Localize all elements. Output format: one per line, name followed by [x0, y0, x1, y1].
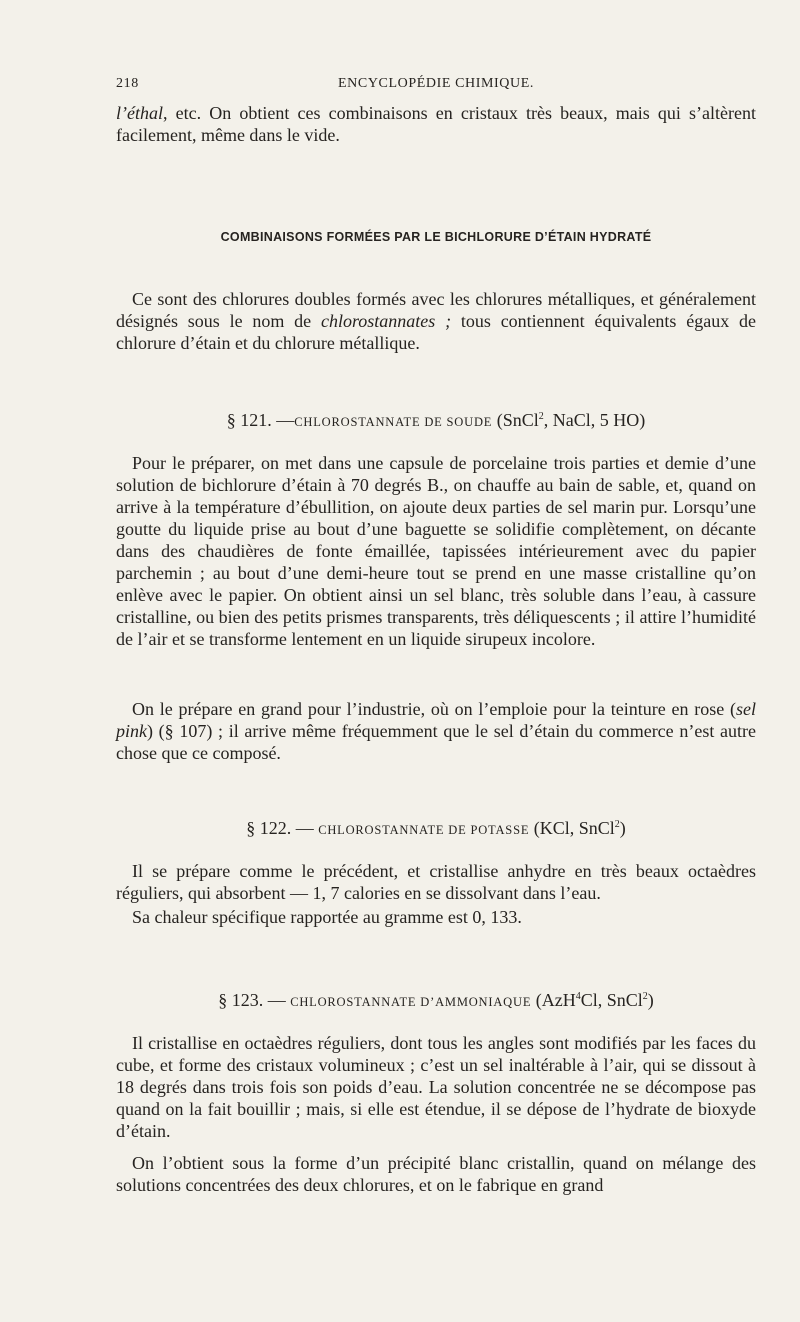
intro-paragraph: Ce sont des chlorures doubles formés avec les chlorures métalliques, et généralement désignés sous le nom de chlorostannates ; tous contiennent équivalents égaux de chlorure d’étain et du chlorure métallique.: [116, 289, 756, 353]
section-heading-121: § 121. —CHLOROSTANNATE DE SOUDE (SnCl$^2$, NaCl, 5 HO): [226, 410, 646, 430]
paragraph: Sa chaleur spécifique rapportée au gramme est 0, 133.: [132, 907, 522, 927]
continuation-paragraph: l’éthal, etc. On obtient ces combinaisons en cristaux très beaux, mais qui s’altèrent facilement, même dans le vide.: [116, 103, 756, 145]
page-number: 218: [116, 76, 139, 91]
italic-term: sel pink: [116, 699, 756, 741]
section-heading-123: § 123. — CHLOROSTANNATE D’AMMONIAQUE (AzH$^4$Cl, SnCl$^2$): [218, 990, 654, 1010]
section-heading-122: § 122. — CHLOROSTANNATE DE POTASSE (KCl, SnCl$^2$): [246, 818, 626, 838]
paragraph: Il cristallise en octaèdres réguliers, dont tous les angles sont modifiés par les faces du cube, et forme des cristaux volumineux ; c’est un sel inaltérable à l’air, qui se dissout à 18 degrés dans trois fois son poids d’eau. La solution concentrée ne se décompose pas quand on la fait bouillir ; mais, si elle est étendue, il se dépose de l’hydrate de bioxyde d’étain.: [116, 1033, 756, 1141]
running-title: ENCYCLOPÉDIE CHIMIQUE.: [338, 76, 534, 91]
italic-term: l’éthal: [116, 103, 163, 123]
section-name: CHLOROSTANNATE D’AMMONIAQUE: [290, 995, 532, 1009]
paragraph: On le prépare en grand pour l’industrie, où on l’emploie pour la teinture en rose (sel pink) (§ 107) ; il arrive même fréquemment que le sel d’étain du commerce n’est autre chose que ce composé.: [116, 699, 756, 763]
paragraph: On l’obtient sous la forme d’un précipité blanc cristallin, quand on mélange des solutions concentrées des deux chlorures, et on le fabrique en grand: [116, 1153, 756, 1195]
section-name: CHLOROSTANNATE DE SOUDE: [294, 415, 493, 429]
italic-term: chlorostannates ;: [320, 311, 452, 331]
paragraph: Pour le préparer, on met dans une capsule de porcelaine trois parties et demie d’une solution de bichlorure d’étain à 70 degrés B., on chauffe au bain de sable, et, quand on arrive à la température d’ébullition, on ajoute deux parties de sel marin pur. Lorsqu’une goutte du liquide prise au bout d’une baguette se solidifie complètement, on décante dans des chaudières de fonte émaillée, tapissées intérieurement avec du papier parchemin ; au bout d’une demi-heure tout se prend en une masse cristalline qu’on enlève avec le papier. On obtient ainsi un sel blanc, très soluble dans l’eau, à cassure cristalline, ou bien des petits prismes transparents, très déliquescents ; il attire l’humidité de l’air et se transforme lentement en un liquide sirupeux incolore.: [116, 453, 756, 649]
paragraph: Il se prépare comme le précédent, et cristallise anhydre en très beaux octaèdres réguliers, qui absorbent — 1, 7 calories en se dissolvant dans l’eau.: [116, 861, 756, 903]
section-name: CHLOROSTANNATE DE POTASSE: [318, 823, 530, 837]
section-title: COMBINAISONS FORMÉES PAR LE BICHLORURE D’ÉTAIN HYDRATÉ: [220, 230, 652, 244]
